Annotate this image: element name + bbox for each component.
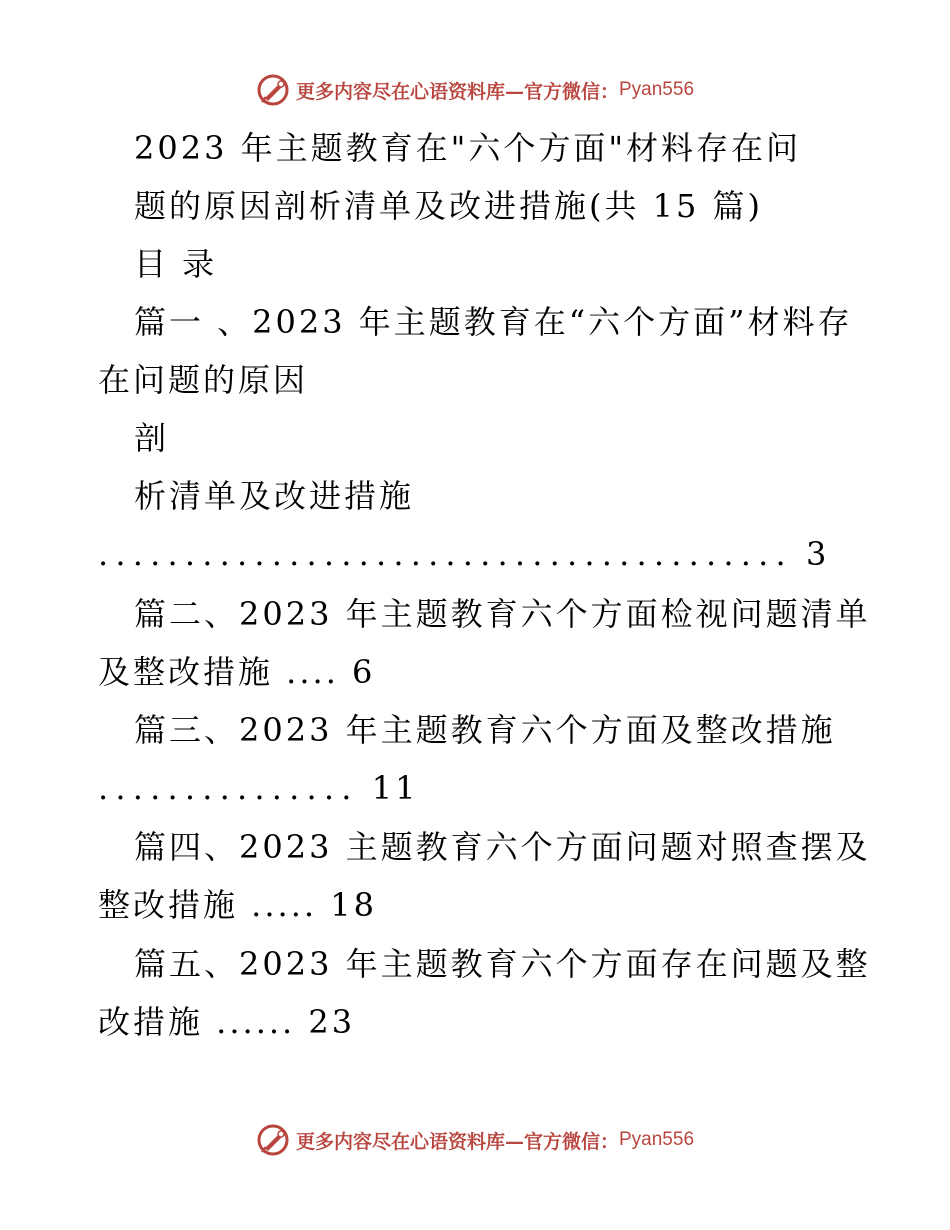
toc-page-number: 23: [308, 1003, 356, 1041]
toc-entry-4-line-1[interactable]: 篇四、2023 主题教育六个方面问题对照查摆及: [134, 828, 871, 866]
watermark-wechat-id: Pyan556: [619, 79, 695, 100]
toc-entry-5-line-2[interactable]: [98, 1002, 355, 1042]
toc-entry-1-line-1[interactable]: 篇一 、2023 年主题教育在“六个方面”材料存: [134, 303, 853, 341]
watermark-text: 更多内容尽在心语资料库—官方微信：: [295, 1130, 619, 1153]
toc-entry-4-text: 整改措施 .....: [98, 886, 318, 924]
toc-entry-1-line-3[interactable]: 剖: [134, 419, 170, 457]
doc-title-line-2: 题的原因剖析清单及改进措施(共 15 篇): [134, 187, 764, 225]
toc-entry-1-line-2[interactable]: 在问题的原因: [98, 361, 309, 399]
toc-leader-dots: ...............: [98, 769, 359, 807]
toc-entry-3-line-1[interactable]: 篇三、2023 年主题教育六个方面及整改措施: [134, 711, 836, 749]
toc-entry-2-line-2[interactable]: [98, 652, 375, 692]
toc-entry-2-line-1[interactable]: 篇二、2023 年主题教育六个方面检视问题清单: [134, 595, 871, 633]
watermark-wechat-id: Pyan556: [619, 1129, 695, 1150]
toc-entry-4-line-2[interactable]: [98, 885, 377, 925]
toc-entry-5-line-1[interactable]: 篇五、2023 年主题教育六个方面存在问题及整: [134, 945, 871, 983]
toc-entry-3-leader-row[interactable]: [98, 768, 418, 808]
toc-leader-dots: ........................................: [98, 535, 793, 573]
footer-watermark: [0, 1120, 950, 1160]
toc-entry-2-text: 及整改措施 ....: [98, 653, 339, 691]
toc-page-number: 18: [330, 886, 377, 924]
toc-heading: 目 录: [134, 245, 218, 283]
feather-pen-icon: [256, 1123, 290, 1157]
toc-entry-1-line-4[interactable]: 析清单及改进措施: [134, 477, 415, 515]
toc-page-number: 3: [806, 535, 830, 573]
toc-entry-5-text: 改措施 ......: [98, 1003, 296, 1041]
toc-page-number: 6: [352, 653, 376, 691]
toc-page-number: 11: [371, 769, 419, 807]
doc-title-line-1: 2023 年主题教育在"六个方面"材料存在问: [134, 129, 802, 167]
toc-entry-1-leader-row[interactable]: [98, 534, 829, 574]
watermark-text: 更多内容尽在心语资料库—官方微信：: [295, 80, 619, 103]
